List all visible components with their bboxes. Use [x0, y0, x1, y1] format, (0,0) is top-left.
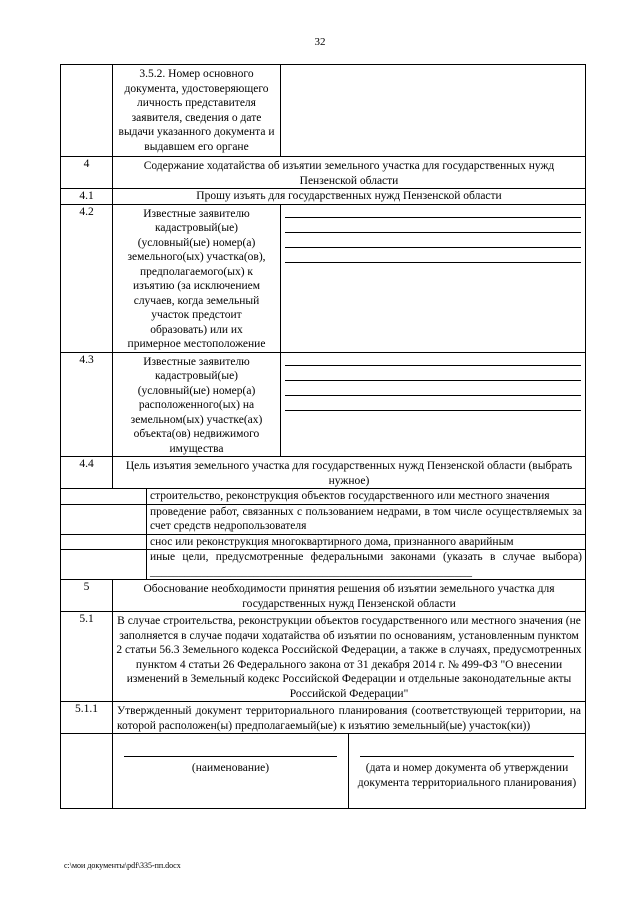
purpose-option [61, 550, 586, 580]
purpose-option [61, 534, 586, 550]
row-5-1 [61, 612, 586, 702]
cadastral-number-lines[interactable] [281, 204, 586, 352]
option-checkbox-cell[interactable] [61, 504, 147, 534]
underline [124, 742, 337, 757]
row-number: 5.1.1 [61, 702, 113, 734]
row-number: 4 [61, 157, 113, 189]
row-5 [61, 580, 586, 612]
row-number: 4.2 [61, 204, 113, 352]
row-5-1-1 [61, 702, 586, 734]
option-checkbox-cell[interactable] [61, 489, 147, 505]
row-number-cell [61, 65, 113, 157]
row-number: 4.4 [61, 457, 113, 489]
section-text: Утвержденный документ территориального планирования (соответствующей территории, на которой расположен(ы) предполагаемый(ые) к изъятию земельный(ые) участок(ки)) [113, 702, 586, 734]
option-text: строительство, реконструкция объектов государственного или местного значения [147, 489, 586, 505]
row-4 [61, 157, 586, 189]
section-heading: Цель изъятия земельного участка для государственных нужд Пензенской области (выбрать нужное) [113, 457, 586, 489]
field-label: Известные заявителю кадастровый(ые) (условный(ые) номер(а) земельного(ых) участка(ов), предполагаемого(ых) к изъятию (за исключением случаев, когда земельный участок предстоит образовать) или их примерное местоположение [113, 204, 281, 352]
field-label: 3.5.2. Номер основного документа, удостоверяющего личность представителя заявителя, сведения о дате выдачи указанного документа и выдавшем его органе [113, 65, 281, 157]
option-text: иные цели, предусмотренные федеральными законами (указать в случае выбора) ________________________________________________________ [147, 550, 586, 580]
purpose-option [61, 504, 586, 534]
row-number: 5 [61, 580, 113, 612]
row-number: 5.1 [61, 612, 113, 702]
row-4-2 [61, 204, 586, 352]
option-text: проведение работ, связанных с пользованием недрами, в том числе осуществляемых за счет средств недропользователя [147, 504, 586, 534]
section-text: В случае строительства, реконструкции объектов государственного или местного значения (не заполняется в случае подачи ходатайства об изъятии по основаниям, установленным пунктом 2 статьи 56.3 Земельного кодекса Российской Федерации, а также в случаях, предусмотренных пунктом 4 статьи 26 Федерального закона от 31 декабря 2014 г. № 499-ФЗ "О внесении изменений в Земельный кодекс Российской Федерации и отдельные законодательные акты Российской Федерации" [113, 612, 586, 702]
section-heading: Прошу изъять для государственных нужд Пензенской области [113, 189, 586, 205]
caption-name: (наименование) [191, 762, 270, 774]
document-date-field[interactable] [349, 734, 586, 809]
row-signature [61, 734, 586, 809]
section-heading: Содержание ходатайства об изъятии земельного участка для государственных нужд Пензенской области [113, 157, 586, 189]
row-4-1 [61, 189, 586, 205]
document-name-field[interactable] [113, 734, 349, 809]
row-number-cell [61, 734, 113, 809]
row-number: 4.1 [61, 189, 113, 205]
option-checkbox-cell[interactable] [61, 550, 147, 580]
file-path-footer: c:\мои документы\pdf\335-пп.docx [64, 861, 181, 870]
property-number-lines[interactable] [281, 352, 586, 457]
field-label: Известные заявителю кадастровый(ые) (условный(ые) номер(а) расположенного(ых) на земельном(ых) участке(ах) объекта(ов) недвижимого имущества [113, 352, 281, 457]
page-number: 32 [314, 36, 326, 48]
row-4-4 [61, 457, 586, 489]
option-checkbox-cell[interactable] [61, 534, 147, 550]
section-heading: Обоснование необходимости принятия решения об изъятии земельного участка для государственных нужд Пензенской области [113, 580, 586, 612]
caption-date: (дата и номер документа об утверждении документа территориального планирования) [357, 762, 577, 789]
row-4-3 [61, 352, 586, 457]
underline [360, 742, 574, 757]
field-value[interactable] [281, 65, 586, 157]
option-text: снос или реконструкция многоквартирного дома, признанного аварийным [147, 534, 586, 550]
row-number: 4.3 [61, 352, 113, 457]
application-form-table [60, 64, 586, 809]
row-3-5-2 [61, 65, 586, 157]
purpose-option [61, 489, 586, 505]
